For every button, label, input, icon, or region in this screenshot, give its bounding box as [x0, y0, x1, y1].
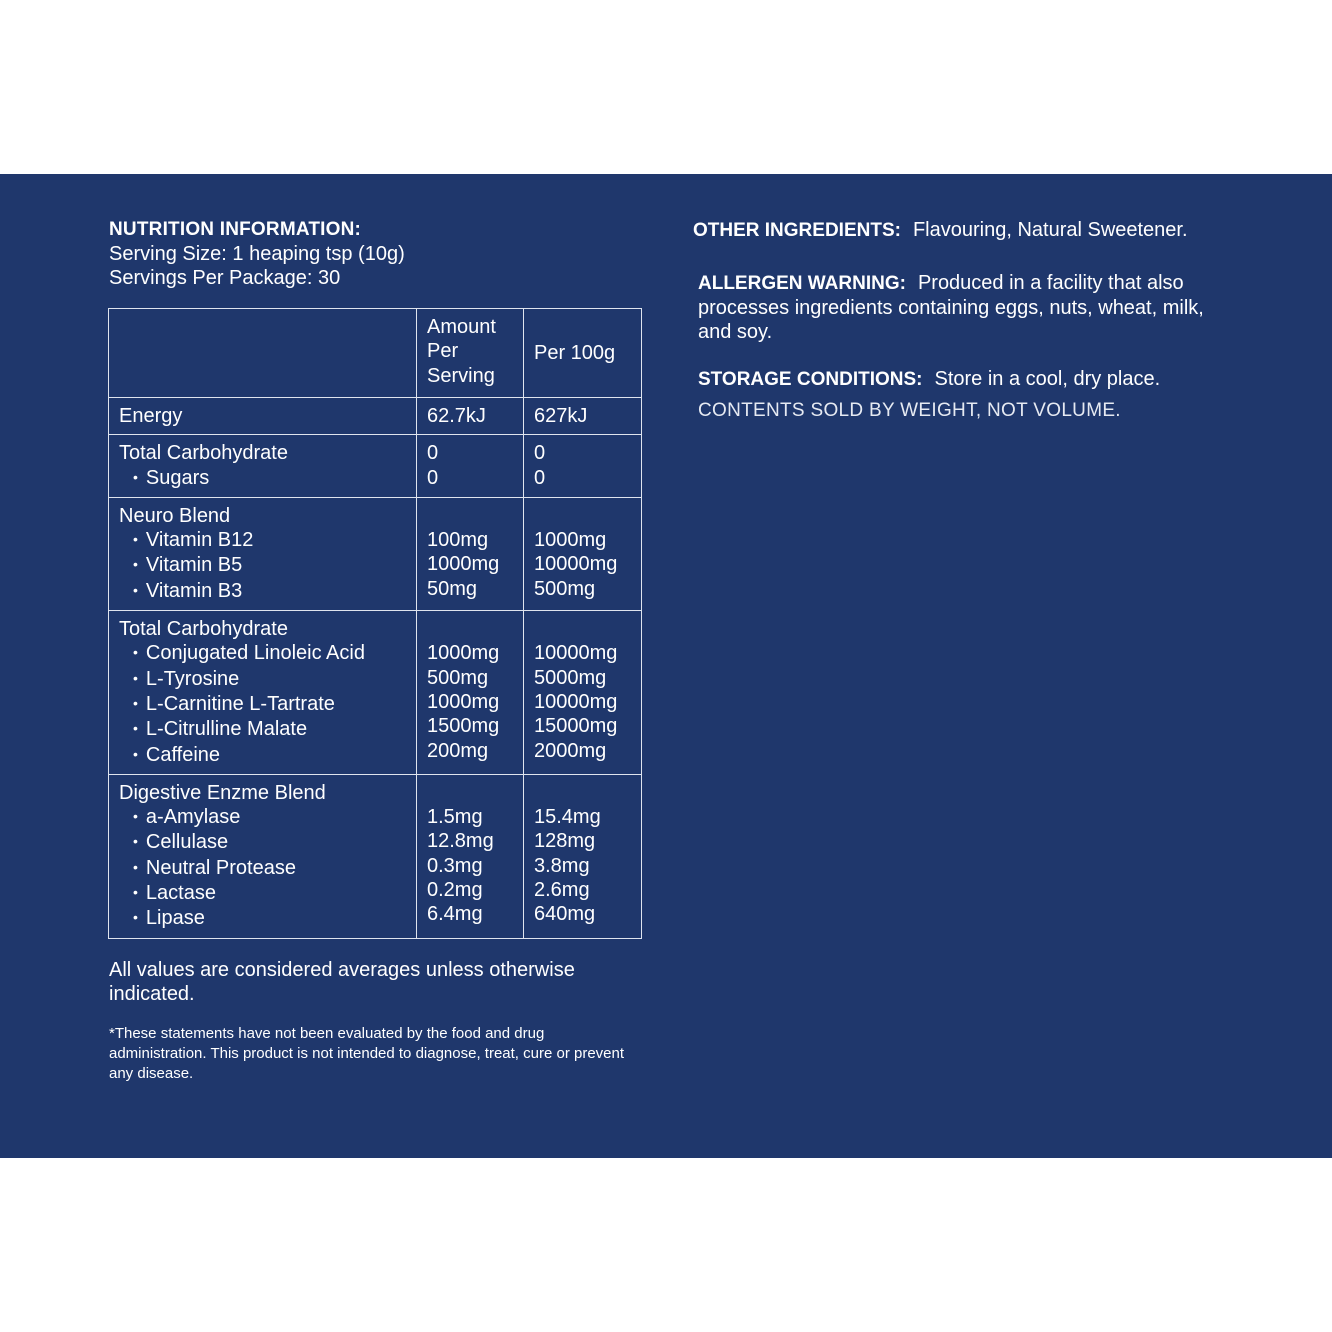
- table-header-row: [109, 309, 642, 398]
- list-value: 1000mg: [427, 553, 500, 576]
- header-blank-cell: [109, 309, 417, 398]
- list-item: • Conjugated Linoleic Acid: [119, 641, 406, 666]
- allergen-warning-text: Produced in a facility that also processes ingredients containing eggs, nuts, wheat, milk, and soy.: [698, 272, 1204, 343]
- contents-note: CONTENTS SOLD BY WEIGHT, NOT VOLUME.: [698, 400, 1121, 421]
- carbohydrate-label: Total Carbohydrate: [119, 442, 288, 465]
- list-item: • Neutral Protease: [119, 856, 406, 881]
- row-per-100g: [524, 774, 642, 938]
- table-row-carbohydrate: [109, 435, 642, 498]
- list-value: 12.8mg: [427, 830, 494, 853]
- list-value: 10000mg: [534, 553, 618, 576]
- list-item: • Vitamin B3: [119, 579, 406, 604]
- row-per-serving: [417, 611, 524, 775]
- list-value: 100mg: [427, 529, 489, 552]
- row-per-serving: [417, 435, 524, 498]
- list-value: 10000mg: [534, 690, 618, 713]
- header-amount-per-serving: [417, 309, 524, 398]
- row-label: [109, 497, 417, 610]
- carbohydrate-blend-label: Total Carbohydrate: [119, 618, 288, 641]
- list-value: 0.2mg: [427, 879, 483, 902]
- averages-note: All values are considered averages unless otherwise indicated.: [109, 959, 575, 1005]
- list-value: 1.5mg: [427, 806, 483, 829]
- row-per-100g: [524, 611, 642, 775]
- storage-conditions: [698, 367, 1258, 392]
- row-per-serving: 62.7kJ: [417, 398, 524, 435]
- row-label: [109, 774, 417, 938]
- list-item: • Vitamin B12: [119, 528, 406, 553]
- list-item: • L-Carnitine L-Tartrate: [119, 692, 406, 717]
- other-ingredients-label: OTHER INGREDIENTS:: [693, 220, 901, 241]
- carbohydrate-per-100g: 0: [534, 442, 546, 465]
- list-item: • Lactase: [119, 881, 406, 906]
- table-row-digestive-blend: [109, 774, 642, 938]
- list-value: 1500mg: [427, 715, 500, 738]
- table-row-energy: [109, 398, 642, 435]
- table-row-carbohydrate-blend: [109, 611, 642, 775]
- carbohydrate-per-serving: 0: [427, 442, 439, 465]
- nutrition-heading: NUTRITION INFORMATION:: [109, 219, 362, 240]
- other-ingredients-text: Flavouring, Natural Sweetener.: [912, 219, 1188, 241]
- neuro-blend-label: Neuro Blend: [119, 504, 231, 527]
- list-value: 128mg: [534, 830, 596, 853]
- serving-size: Serving Size: 1 heaping tsp (10g): [109, 243, 405, 265]
- list-value: 2.6mg: [534, 879, 590, 902]
- row-label: [109, 611, 417, 775]
- list-value: 0.3mg: [427, 854, 483, 877]
- table-row-neuro-blend: [109, 497, 642, 610]
- header-amount-line2: Per: [427, 340, 459, 363]
- row-per-100g: [524, 435, 642, 498]
- row-per-100g: [524, 497, 642, 610]
- header-per-100g: Per 100g: [524, 309, 642, 398]
- list-value: 15000mg: [534, 715, 618, 738]
- list-value: 1000mg: [427, 642, 500, 665]
- list-value: 6.4mg: [427, 903, 483, 926]
- allergen-warning: [698, 271, 1218, 344]
- row-per-serving: [417, 774, 524, 938]
- list-value: 2000mg: [534, 739, 607, 762]
- header-amount-line3: Serving: [427, 364, 495, 387]
- list-item: • Caffeine: [119, 743, 406, 768]
- label-panel: [0, 174, 1332, 1158]
- other-ingredients: [693, 218, 1293, 243]
- nutrition-header: [109, 218, 649, 290]
- servings-per-package: Servings Per Package: 30: [109, 267, 341, 289]
- list-value: 3.8mg: [534, 854, 590, 877]
- list-value: 640mg: [534, 903, 596, 926]
- header-amount-line1: Amount: [427, 316, 496, 338]
- list-item: • L-Citrulline Malate: [119, 717, 406, 742]
- list-value: 5000mg: [534, 666, 607, 689]
- list-value: 1000mg: [427, 690, 500, 713]
- row-per-100g: 627kJ: [524, 398, 642, 435]
- list-value: 15.4mg: [534, 806, 601, 829]
- nutrition-table: [108, 308, 642, 939]
- list-value: 50mg: [427, 577, 478, 600]
- sugars-per-100g: 0: [534, 466, 546, 489]
- list-value: 10000mg: [534, 642, 618, 665]
- list-value: 200mg: [427, 739, 489, 762]
- storage-conditions-text: Store in a cool, dry place.: [934, 368, 1161, 390]
- list-value: 500mg: [534, 577, 596, 600]
- list-item: • Lipase: [119, 906, 406, 931]
- sugars-per-serving: 0: [427, 466, 439, 489]
- list-value: 1000mg: [534, 529, 607, 552]
- list-item: • Cellulase: [119, 830, 406, 855]
- allergen-warning-label: ALLERGEN WARNING:: [698, 273, 906, 294]
- row-label: [109, 435, 417, 498]
- fda-disclaimer: *These statements have not been evaluated by the food and drug administration. This product is not intended to diagnose, treat, cure or prevent any disease.: [109, 1025, 625, 1082]
- storage-conditions-label: STORAGE CONDITIONS:: [698, 369, 923, 390]
- row-label: Energy: [109, 398, 417, 435]
- list-item: • Vitamin B5: [119, 553, 406, 578]
- digestive-blend-label: Digestive Enzme Blend: [119, 781, 326, 804]
- list-item: • L-Tyrosine: [119, 667, 406, 692]
- row-per-serving: [417, 497, 524, 610]
- list-item: • a-Amylase: [119, 805, 406, 830]
- list-value: 500mg: [427, 666, 489, 689]
- sugars-label: • Sugars: [119, 466, 406, 491]
